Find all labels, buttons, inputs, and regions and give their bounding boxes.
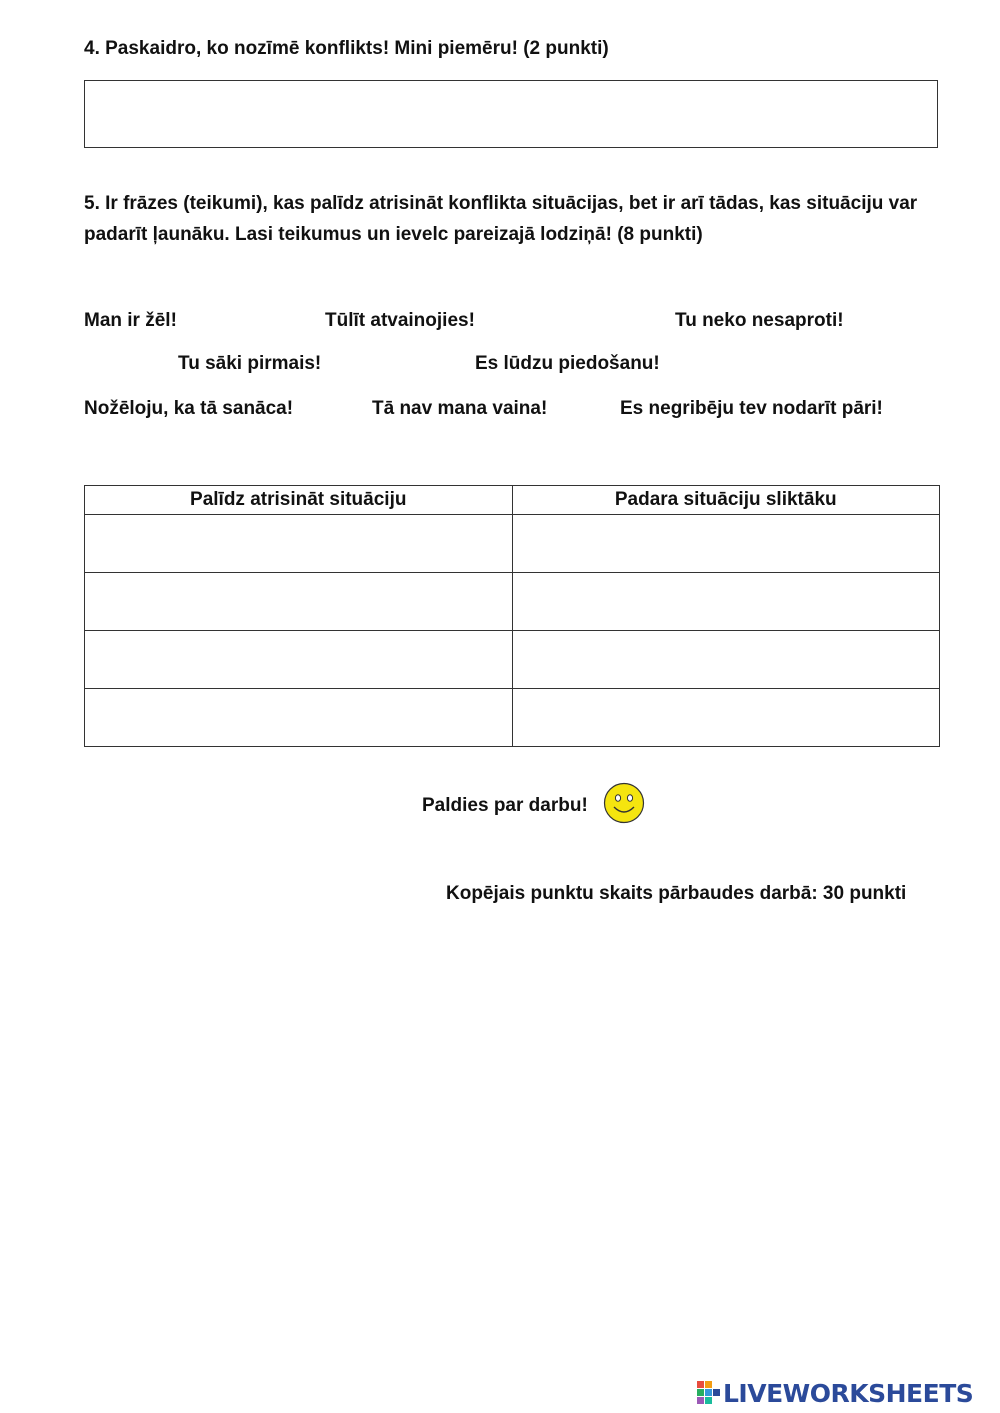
table-row <box>85 689 940 747</box>
sorting-table <box>84 485 940 747</box>
drop-zone-worsens[interactable] <box>512 573 940 631</box>
thanks-message: Paldies par darbu! <box>422 795 588 816</box>
phrase-es-ludzu-piedosanu[interactable]: Es lūdzu piedošanu! <box>475 353 660 374</box>
table-row <box>85 631 940 689</box>
phrase-man-ir-zel[interactable]: Man ir žēl! <box>84 310 177 331</box>
phrase-tu-neko-nesaproti[interactable]: Tu neko nesaproti! <box>675 310 844 331</box>
drop-zone-helps[interactable] <box>85 515 513 573</box>
question-5-instructions: 5. Ir frāzes (teikumi), kas palīdz atrisināt konflikta situācijas, bet ir arī tādas, kas situāciju var padarīt ļaunāku. Lasi teikumus un ievelc pareizajā lodziņā! (8 punkti) <box>84 193 918 245</box>
phrase-ta-nav-mana-vaina[interactable]: Tā nav mana vaina! <box>372 398 548 419</box>
column-header-helps: Palīdz atrisināt situāciju <box>85 486 513 515</box>
phrase-es-negribeju-tev-nodarit-pari[interactable]: Es negribēju tev nodarīt pāri! <box>620 398 883 419</box>
liveworksheets-logo-text: LIVEWORKSHEETS <box>723 1378 974 1408</box>
table-row <box>85 573 940 631</box>
question-4-answer-field[interactable] <box>84 80 938 148</box>
drop-zone-worsens[interactable] <box>512 689 940 747</box>
column-header-worsens: Padara situāciju sliktāku <box>512 486 940 515</box>
drop-zone-worsens[interactable] <box>512 515 940 573</box>
table-row <box>85 515 940 573</box>
question-4-title: 4. Paskaidro, ko nozīmē konflikts! Mini piemēru! (2 punkti) <box>84 38 609 59</box>
phrase-nozeloju-ka-ta-sanaca[interactable]: Nožēloju, ka tā sanāca! <box>84 398 294 419</box>
liveworksheets-logo-icon <box>697 1381 721 1405</box>
drop-zone-helps[interactable] <box>85 573 513 631</box>
liveworksheets-logo <box>697 1380 973 1406</box>
smiley-icon <box>603 782 645 824</box>
phrase-tulit-atvainojies[interactable]: Tūlīt atvainojies! <box>325 310 475 331</box>
drop-zone-helps[interactable] <box>85 631 513 689</box>
drop-zone-worsens[interactable] <box>512 631 940 689</box>
phrase-tu-saki-pirmais[interactable]: Tu sāki pirmais! <box>178 353 322 374</box>
drop-zone-helps[interactable] <box>85 689 513 747</box>
total-points: Kopējais punktu skaits pārbaudes darbā: 30 punkti <box>446 883 907 904</box>
